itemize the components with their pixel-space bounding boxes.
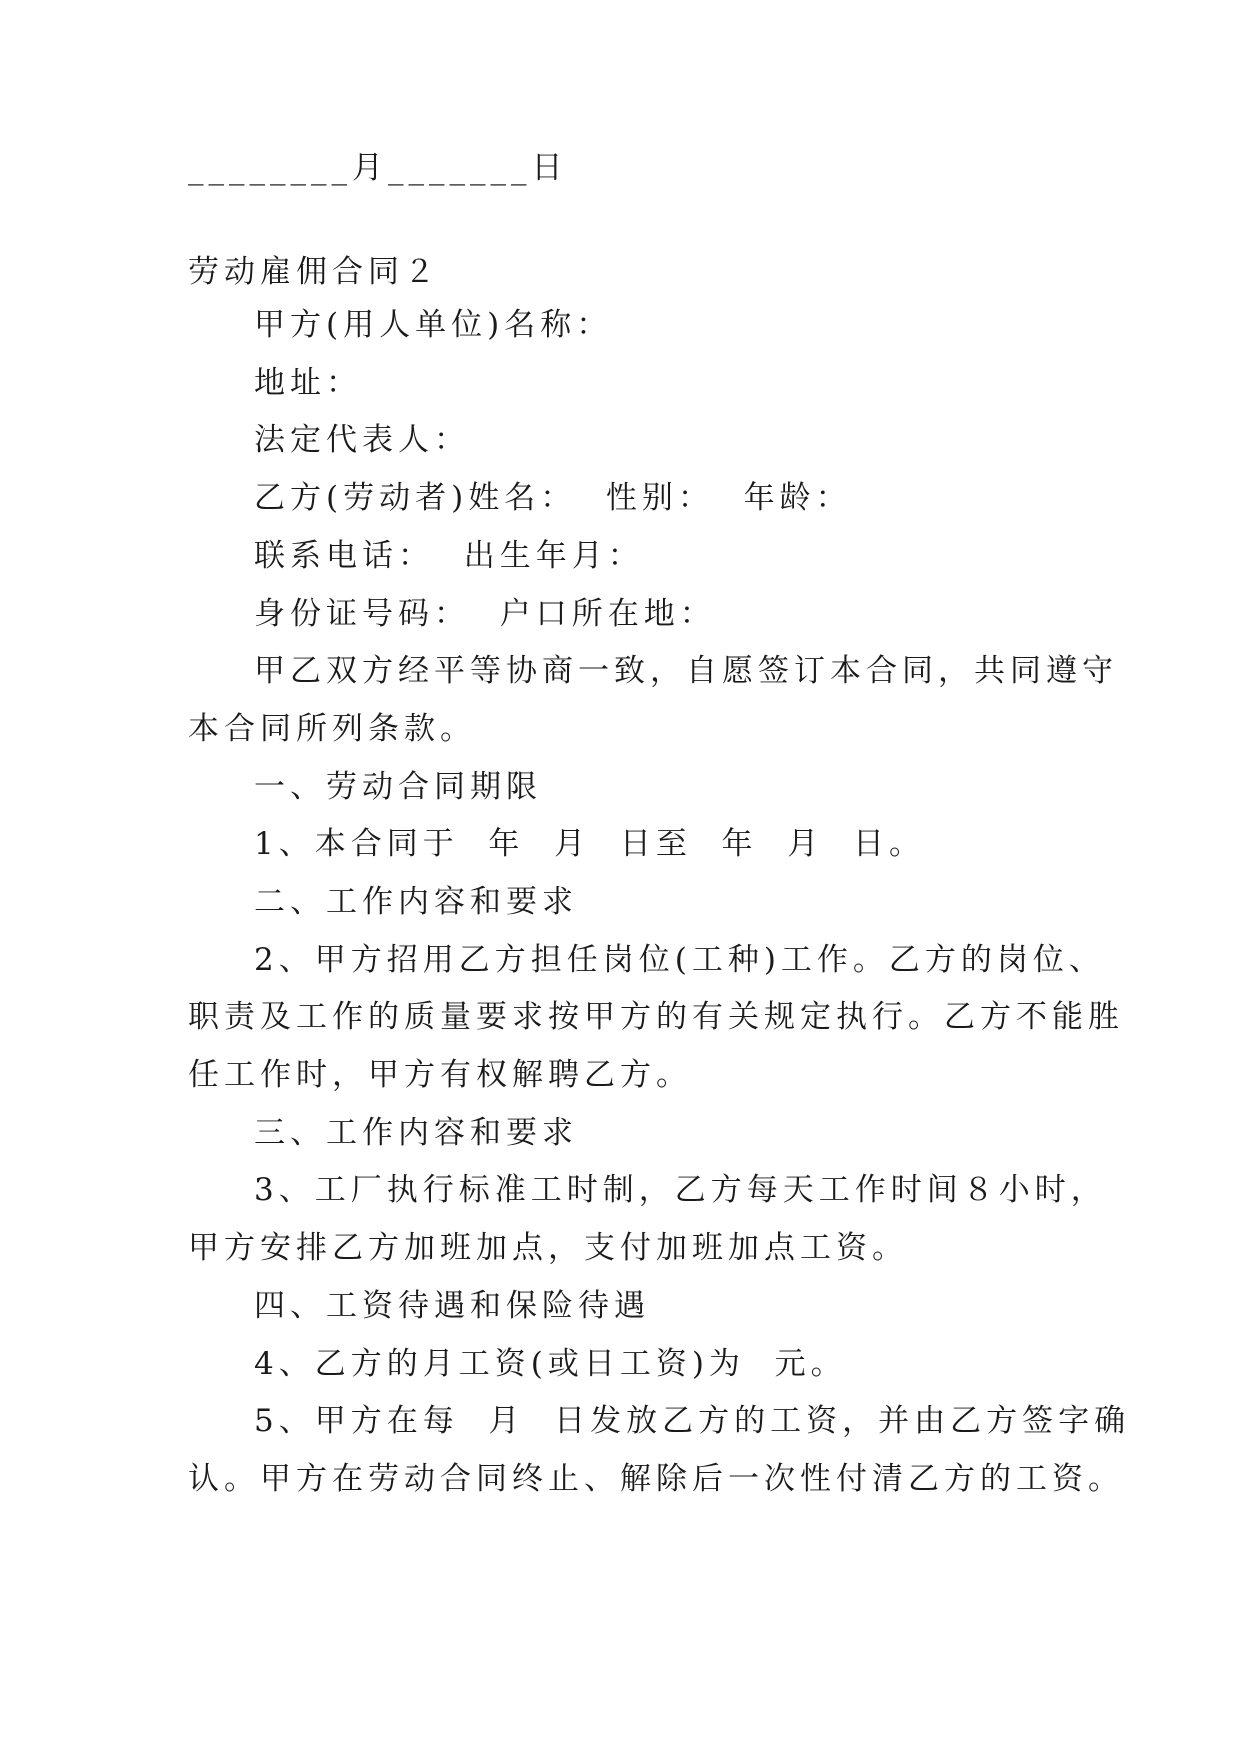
id-info-line: 身份证号码： 户口所在地： — [254, 596, 716, 632]
intro-paragraph-line: 甲乙双方经平等协商一致，自愿签订本合同，共同遵守 — [254, 653, 1118, 689]
contact-info-line: 联系电话： 出生年月： — [254, 538, 644, 574]
clause-paragraph: 3、工厂执行标准工时制，乙方每天工作时间８小时， — [254, 1172, 1107, 1208]
clause-paragraph: 职责及工作的质量要求按甲方的有关规定执行。乙方不能胜 — [188, 999, 1124, 1035]
section-heading: 二、工作内容和要求 — [254, 884, 578, 920]
legal-representative-field: 法定代表人： — [254, 422, 470, 458]
clause-paragraph: 5、甲方在每 月 日发放乙方的工资，并由乙方签字确 — [254, 1403, 1131, 1439]
clause-paragraph: 4、乙方的月工资(或日工资)为 元。 — [254, 1346, 847, 1382]
section-heading: 一、劳动合同期限 — [254, 769, 542, 805]
address-field: 地址： — [254, 365, 362, 401]
clause-paragraph: 任工作时，甲方有权解聘乙方。 — [188, 1057, 692, 1093]
intro-paragraph-line: 本合同所列条款。 — [188, 711, 476, 747]
contract-title: 劳动雇佣合同２ — [188, 254, 440, 290]
clause-paragraph: 甲方安排乙方加班加点，支付加班加点工资。 — [188, 1230, 908, 1266]
party-b-info-line: 乙方(劳动者)姓名： 性别： 年龄： — [254, 480, 852, 516]
clause-paragraph: 认。甲方在劳动合同终止、解除后一次性付清乙方的工资。 — [188, 1461, 1124, 1497]
section-heading: 四、工资待遇和保险待遇 — [254, 1288, 650, 1324]
section-heading: 三、工作内容和要求 — [254, 1115, 578, 1151]
party-a-name-field: 甲方(用人单位)名称： — [254, 307, 613, 343]
clause-paragraph: 1、本合同于 年 月 日至 年 月 日。 — [254, 826, 925, 862]
clause-paragraph: 2、甲方招用乙方担任岗位(工种)工作。乙方的岗位、 — [254, 942, 1105, 978]
date-line: ________月_______日 — [188, 150, 568, 186]
